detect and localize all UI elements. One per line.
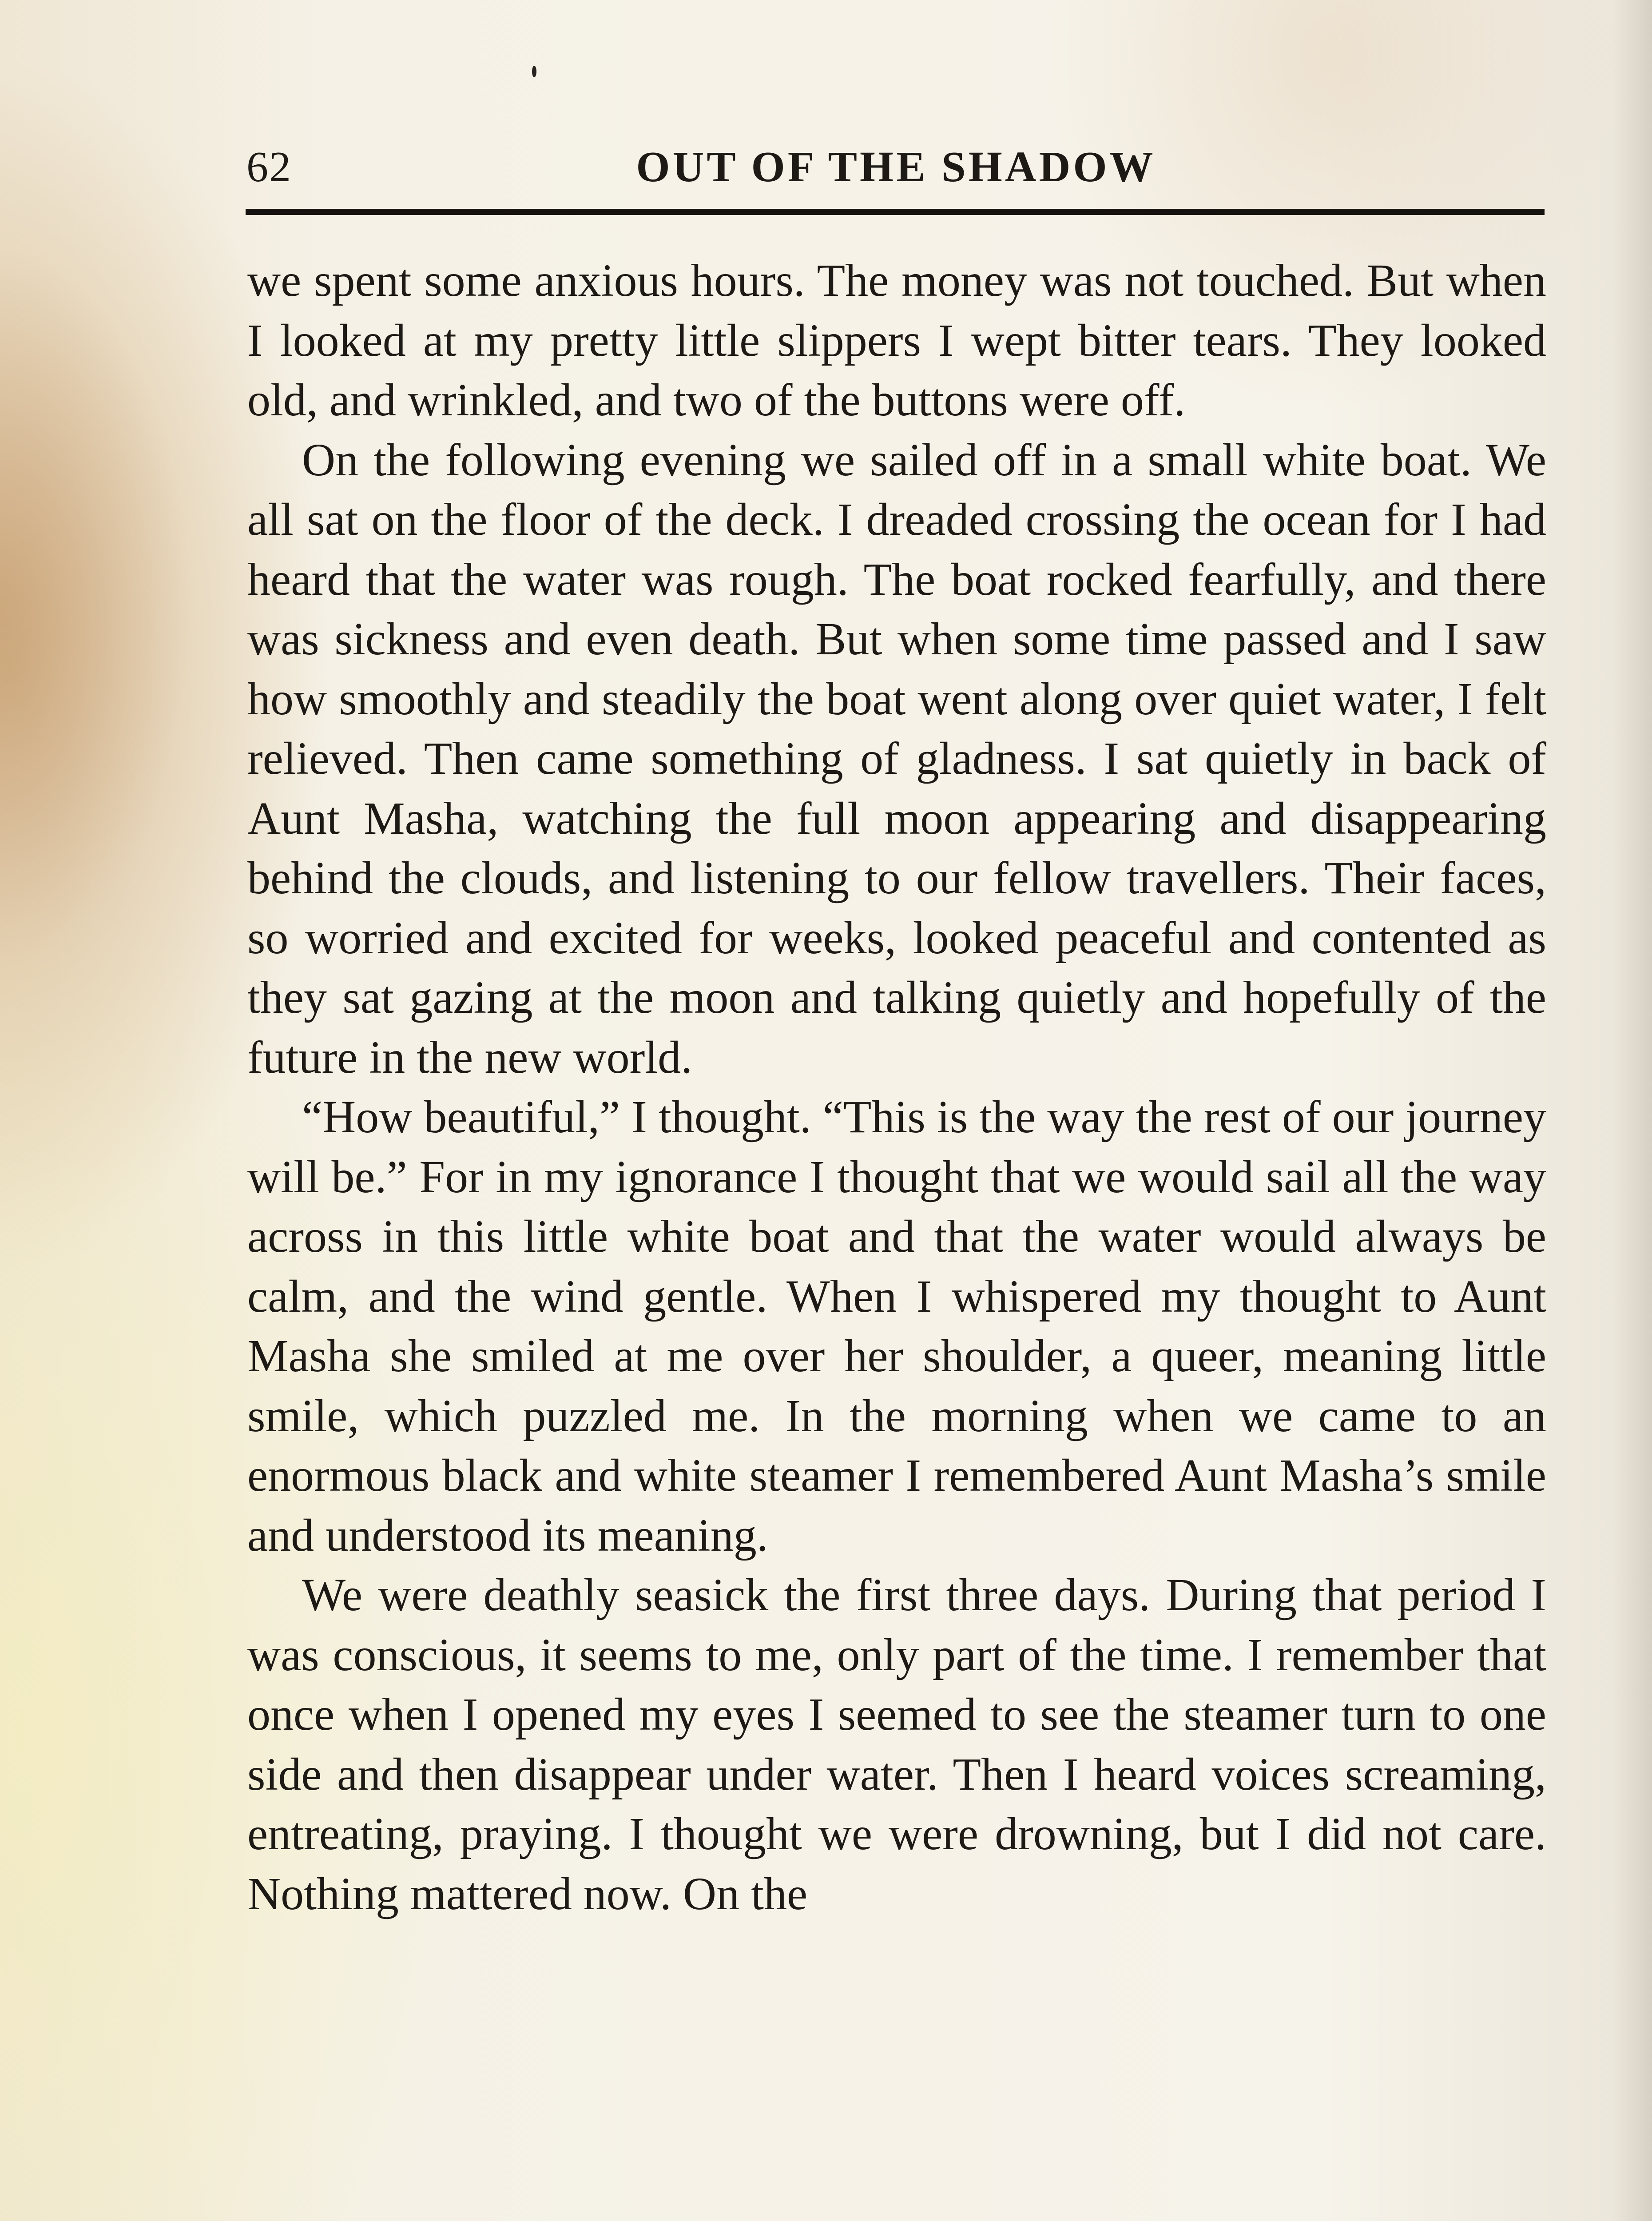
running-header: [246, 138, 1545, 204]
page-number: 62: [246, 143, 292, 191]
water-stain: [0, 249, 231, 959]
running-title: OUT OF THE SHADOW: [636, 143, 1156, 191]
paragraph: We were deathly seasick the first three days. During that period I was conscious, it seems to me, only part of the time. I remember that once when I opened my eyes I seemed to see the steamer turn to one side and then disappear under water. Then I heard voices screaming, entreating, praying. I thought we were drowning, but I did not care. Nothing mattered now. On the: [247, 1569, 1546, 1919]
paragraph: “How beautiful,” I thought. “This is the way the rest of our journey will be.” For in my ignorance I thought that we would sail all the way across in this little white boat and that the water would always be calm, and the wind gentle. When I whispered my thought to Aunt Masha she smiled at me over her shoulder, a queer, meaning little smile, which puzzled me. In the morning when we came to an enormous black and white steamer I remembered Aunt Masha’s smile and understood its meaning.: [247, 1091, 1546, 1561]
ink-speck: [532, 66, 536, 77]
paragraph: On the following evening we sailed off in a small white boat. We all sat on the floor of the deck. I dreaded crossing the ocean for I had heard that the water was rough. The boat rocked fearfully, and there was sickness and even death. But when some time passed and I saw how smoothly and steadily the boat went along over quiet water, I felt relieved. Then came something of gladness. I sat quietly in back of Aunt Masha, watching the full moon appearing and disappearing behind the clouds, and listening to our fellow travellers. Their faces, so worried and excited for weeks, looked peaceful and contented as they sat gazing at the moon and talking quietly and hopefully of the future in the new world.: [247, 434, 1546, 1083]
page-edge-shadow: [1612, 0, 1652, 2221]
paragraph: we spent some anxious hours. The money was not touched. But when I looked at my pretty little slippers I wept bitter tears. They looked old, and wrinkled, and two of the buttons were off.: [247, 255, 1546, 426]
body-text: [247, 251, 1546, 1924]
header-rule: [246, 209, 1545, 215]
